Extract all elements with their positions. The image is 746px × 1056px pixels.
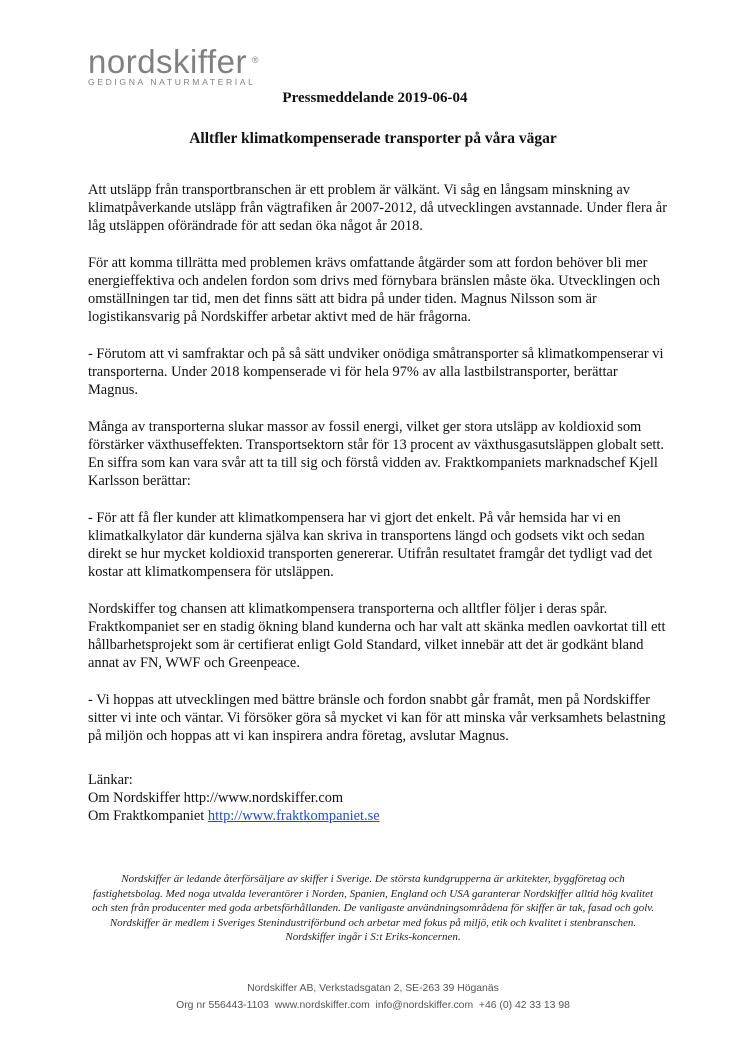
page-title: Alltfler klimatkompenserade transporter på våra vägar <box>189 130 557 147</box>
company-info <box>0 980 746 1014</box>
paragraph-7: - Vi hoppas att utvecklingen med bättre bränsle och fordon snabbt går framåt, men på Nordskiffer sitter vi inte och väntar. Vi försöker göra så mycket vi kan för att minska vår verksamhets belastning på miljön och hoppas att vi kan inspirera andra företag, avslutar Magnus. <box>88 691 666 744</box>
link-fraktkompaniet-prefix: Om Fraktkompaniet <box>88 808 208 825</box>
company-logo <box>88 44 278 87</box>
paragraph-2: För att komma tillrätta med problemen krävs omfattande åtgärder som att fordon behöver bli mer energieffektiva och andelen fordon som drivs med förnybara bränslen måste öka. Utvecklingen och omställningen tar tid, men det finns sätt att bidra på under tiden. Magnus Nilsson som är logistikansvarig på Nordskiffer arbetar aktivt med de här frågorna. <box>88 254 661 326</box>
company-contact: Org nr 556443-1103 www.nordskiffer.com info@nordskiffer.com +46 (0) 42 33 13 98 <box>176 1000 570 1011</box>
paragraph-1: Att utsläpp från transportbranschen är ett problem är välkänt. Vi såg en långsam minskning av klimatpåverkande utsläpp från vägtrafiken år 2007-2012, då utvecklingen avstannade. Under flera år låg utsläppen oförändrade för att sedan öka något år 2018. <box>88 182 667 235</box>
paragraph-6: Nordskiffer tog chansen att klimatkompensera transporterna och alltfler följer i deras spår. Fraktkompaniet ser en stadig ökning bland kunderna och har valt att skänka medlen oavkortat till ett hållbarhetsprojekt som är certifierat enligt Gold Standard, vilket innebär att det är godkänt bland annat av FN, WWF och Greenpeace. <box>88 600 666 672</box>
registered-mark: ® <box>251 55 259 65</box>
paragraph-5: - För att få fler kunder att klimatkompensera har vi gjort det enkelt. På vår hemsida har vi en klimatkalkylator där kunderna själva kan skriva in transportens längd och godsets vikt och sedan direkt se hur mycket koldioxid transporten genererar. Utifrån resultatet framgår det tydligt vad det kostar att klimatkompensera för utsläppen. <box>88 509 653 581</box>
links-heading: Länkar: <box>88 772 133 788</box>
logo-tagline: GEDIGNA NATURMATERIAL <box>88 77 256 87</box>
paragraph-3: - Förutom att vi samfraktar och på så sätt undviker onödiga småtransporter så klimatkompenserar vi transporterna. Under 2018 kompenserade vi för hela 97% av alla lastbilstransporter, berättar Magnus. <box>88 345 664 399</box>
logo-wordmark: nordskiffer ® <box>88 43 259 80</box>
article-body <box>88 181 668 763</box>
company-address: Nordskiffer AB, Verkstadsgatan 2, SE-263 39 Höganäs <box>247 983 499 994</box>
link-nordskiffer: Om Nordskiffer http://www.nordskiffer.com <box>88 790 344 807</box>
fraktkompaniet-link[interactable]: http://www.fraktkompaniet.se <box>207 808 380 825</box>
links-section <box>88 771 648 826</box>
company-boilerplate: Nordskiffer är ledande återförsäljare av skiffer i Sverige. De största kundgrupperna är arkitekter, byggföretag och fastighetsbolag. Med noga utvalda leverantörer i Norden, Spanien, England och USA garanterar Nordskiffer alltid hög kvalitet och sten från producenter med goda arbetsförhållanden. De vanligaste användningsområdena för skiffer är tak, fasad och golv. Nordskiffer är medlem i Sveriges Stenindustriförbund och arbetar med fokus på miljö, etik och kvalitet i stenbranschen. Nordskiffer ingår i S:t Eriks-koncernen. <box>91 873 655 944</box>
paragraph-4: Många av transporterna slukar massor av fossil energi, vilket ger stora utsläpp av koldioxid som förstärker växthuseffekten. Transportsektorn står för 13 procent av växthusgasutsläppen globalt sett. En siffra som kan vara svår att ta till sig och förstå vidden av. Fraktkompaniets marknadschef Kjell Karlsson berättar: <box>88 418 665 490</box>
link-fraktkompaniet-row <box>88 807 648 825</box>
press-release-date: Pressmeddelande 2019-06-04 <box>282 90 468 106</box>
